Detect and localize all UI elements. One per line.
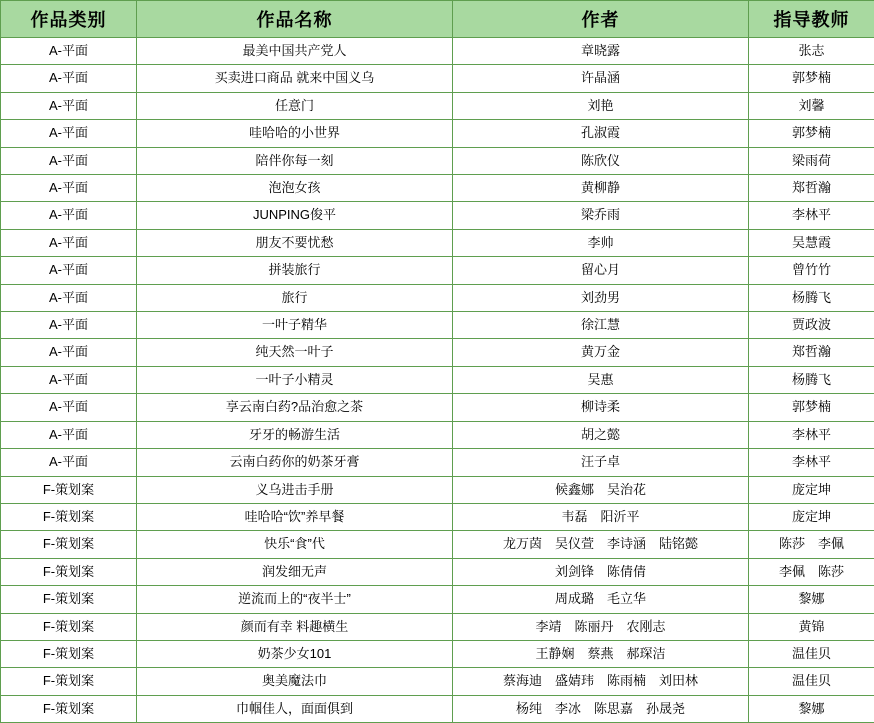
cell-work-name: 义乌进击手册 (137, 476, 453, 503)
cell-category: F-策划案 (1, 558, 137, 585)
cell-author: 候鑫娜 吴治花 (453, 476, 749, 503)
table-row (1, 640, 874, 667)
cell-author: 刘剑锋 陈倩倩 (453, 558, 749, 585)
cell-author: 周成璐 毛立华 (453, 586, 749, 613)
table-row (1, 229, 874, 256)
cell-category: A-平面 (1, 312, 137, 339)
cell-work-name: 买卖进口商品 就来中国义乌 (137, 65, 453, 92)
cell-work-name: 颜而有幸 料趣横生 (137, 613, 453, 640)
cell-work-name: 朋友不要忧愁 (137, 229, 453, 256)
cell-category: F-策划案 (1, 586, 137, 613)
cell-teacher: 李林平 (749, 421, 874, 448)
cell-teacher: 杨腾飞 (749, 284, 874, 311)
cell-category: A-平面 (1, 257, 137, 284)
cell-category: A-平面 (1, 394, 137, 421)
cell-work-name: 逆流而上的“夜半士” (137, 586, 453, 613)
cell-teacher: 温佳贝 (749, 640, 874, 667)
cell-author: 黄柳静 (453, 175, 749, 202)
cell-teacher: 黎娜 (749, 695, 874, 722)
cell-teacher: 贾政波 (749, 312, 874, 339)
cell-teacher: 李佩 陈莎 (749, 558, 874, 585)
cell-teacher: 刘馨 (749, 92, 874, 119)
cell-category: A-平面 (1, 65, 137, 92)
cell-work-name: 润发细无声 (137, 558, 453, 585)
cell-work-name: 陪伴你每一刻 (137, 147, 453, 174)
cell-category: A-平面 (1, 202, 137, 229)
table-row (1, 65, 874, 92)
cell-author: 梁乔雨 (453, 202, 749, 229)
cell-category: A-平面 (1, 120, 137, 147)
table-row (1, 339, 874, 366)
cell-author: 刘艳 (453, 92, 749, 119)
table-row (1, 421, 874, 448)
table-header-row (1, 1, 874, 38)
cell-teacher: 曾竹竹 (749, 257, 874, 284)
cell-author: 韦磊 阳沂平 (453, 503, 749, 530)
cell-work-name: 纯天然一叶子 (137, 339, 453, 366)
table-body (1, 38, 874, 723)
cell-teacher: 郭梦楠 (749, 394, 874, 421)
cell-teacher: 杨腾飞 (749, 366, 874, 393)
cell-category: A-平面 (1, 284, 137, 311)
table-header (1, 1, 874, 38)
cell-teacher: 郑哲瀚 (749, 339, 874, 366)
table-row (1, 668, 874, 695)
column-header-author: 作者 (453, 1, 749, 38)
cell-author: 许晶涵 (453, 65, 749, 92)
cell-author: 留心月 (453, 257, 749, 284)
table-row (1, 257, 874, 284)
cell-work-name: 巾帼佳人，面面俱到 (137, 695, 453, 722)
cell-author: 徐江慧 (453, 312, 749, 339)
cell-teacher: 黄锦 (749, 613, 874, 640)
table-row (1, 284, 874, 311)
cell-author: 孔淑霞 (453, 120, 749, 147)
column-header-category: 作品类别 (1, 1, 137, 38)
column-header-teacher: 指导教师 (749, 1, 874, 38)
cell-category: F-策划案 (1, 695, 137, 722)
cell-work-name: 哇哈哈的小世界 (137, 120, 453, 147)
cell-category: A-平面 (1, 92, 137, 119)
cell-work-name: 泡泡女孩 (137, 175, 453, 202)
cell-work-name: 奶茶少女101 (137, 640, 453, 667)
cell-teacher: 张志 (749, 38, 874, 65)
cell-category: F-策划案 (1, 531, 137, 558)
table-row (1, 38, 874, 65)
cell-work-name: 快乐“食”代 (137, 531, 453, 558)
cell-work-name: 任意门 (137, 92, 453, 119)
cell-author: 李靖 陈丽丹 农刚志 (453, 613, 749, 640)
table-row (1, 312, 874, 339)
cell-teacher: 黎娜 (749, 586, 874, 613)
table-row (1, 92, 874, 119)
table-row (1, 175, 874, 202)
cell-teacher: 郭梦楠 (749, 65, 874, 92)
cell-category: A-平面 (1, 229, 137, 256)
table-row (1, 531, 874, 558)
cell-author: 柳诗柔 (453, 394, 749, 421)
cell-work-name: 拼装旅行 (137, 257, 453, 284)
cell-teacher: 郑哲瀚 (749, 175, 874, 202)
cell-author: 蔡海迪 盛婧玮 陈雨楠 刘田林 (453, 668, 749, 695)
table-row (1, 558, 874, 585)
cell-work-name: 云南白药你的奶茶牙膏 (137, 449, 453, 476)
table-row (1, 202, 874, 229)
table-row (1, 695, 874, 722)
table-row (1, 147, 874, 174)
cell-category: A-平面 (1, 147, 137, 174)
cell-author: 李帅 (453, 229, 749, 256)
cell-category: F-策划案 (1, 503, 137, 530)
cell-author: 吴惠 (453, 366, 749, 393)
cell-teacher: 庞定坤 (749, 476, 874, 503)
cell-author: 章晓露 (453, 38, 749, 65)
table-row (1, 120, 874, 147)
cell-category: A-平面 (1, 421, 137, 448)
cell-work-name: 一叶子精华 (137, 312, 453, 339)
cell-teacher: 郭梦楠 (749, 120, 874, 147)
cell-category: F-策划案 (1, 613, 137, 640)
table-row (1, 476, 874, 503)
cell-category: A-平面 (1, 449, 137, 476)
cell-author: 刘劲男 (453, 284, 749, 311)
cell-category: F-策划案 (1, 668, 137, 695)
cell-work-name: 奥美魔法巾 (137, 668, 453, 695)
table-row (1, 394, 874, 421)
cell-teacher: 陈莎 李佩 (749, 531, 874, 558)
cell-work-name: 牙牙的畅游生活 (137, 421, 453, 448)
cell-work-name: 最美中国共产党人 (137, 38, 453, 65)
cell-work-name: 哇哈哈“饮”养早餐 (137, 503, 453, 530)
cell-work-name: 旅行 (137, 284, 453, 311)
cell-author: 龙万茵 吴仪萱 李诗涵 陆铭懿 (453, 531, 749, 558)
cell-work-name: 享云南白药?品治愈之茶 (137, 394, 453, 421)
cell-teacher: 梁雨荷 (749, 147, 874, 174)
cell-category: F-策划案 (1, 476, 137, 503)
cell-category: F-策划案 (1, 640, 137, 667)
table-row (1, 586, 874, 613)
cell-work-name: 一叶子小精灵 (137, 366, 453, 393)
cell-author: 王静娴 蔡燕 郝琛洁 (453, 640, 749, 667)
cell-teacher: 李林平 (749, 202, 874, 229)
cell-category: A-平面 (1, 175, 137, 202)
table-row (1, 449, 874, 476)
cell-category: A-平面 (1, 339, 137, 366)
column-header-work-name: 作品名称 (137, 1, 453, 38)
cell-author: 杨纯 李冰 陈思嘉 孙晟尧 (453, 695, 749, 722)
table-row (1, 366, 874, 393)
cell-author: 汪子卓 (453, 449, 749, 476)
cell-teacher: 温佳贝 (749, 668, 874, 695)
table-row (1, 503, 874, 530)
cell-teacher: 李林平 (749, 449, 874, 476)
cell-teacher: 庞定坤 (749, 503, 874, 530)
cell-work-name: JUNPING俊平 (137, 202, 453, 229)
table-row (1, 613, 874, 640)
cell-teacher: 吴慧霞 (749, 229, 874, 256)
cell-category: A-平面 (1, 38, 137, 65)
cell-category: A-平面 (1, 366, 137, 393)
cell-author: 黄万金 (453, 339, 749, 366)
cell-author: 陈欣仪 (453, 147, 749, 174)
cell-author: 胡之懿 (453, 421, 749, 448)
